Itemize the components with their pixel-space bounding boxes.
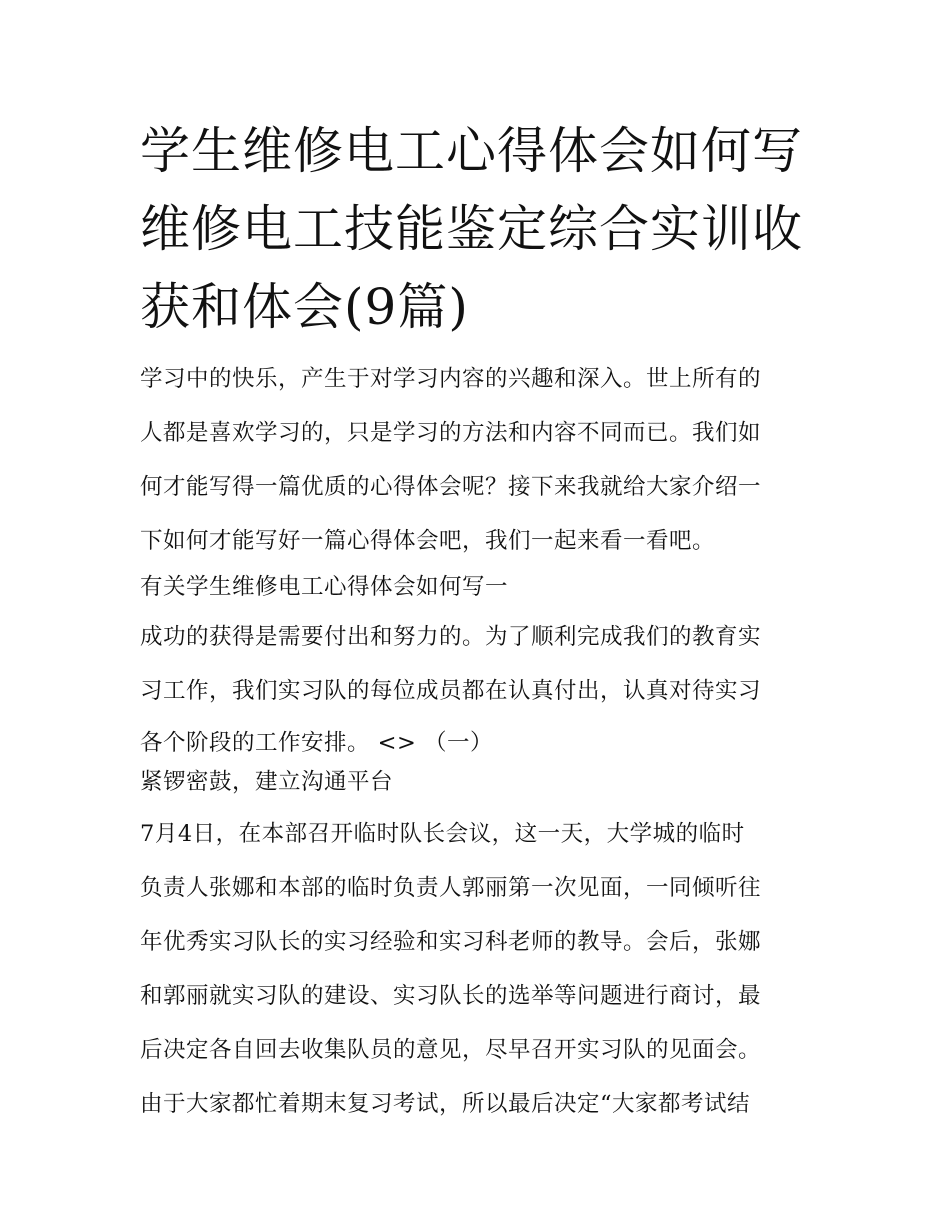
paragraph-line: 负责人张娜和本部的临时负责人郭丽第一次见面，一同倾听往 <box>140 875 762 901</box>
paragraph-line: 7月4日，在本部召开临时队长会议，这一天，大学城的临时 <box>140 821 745 847</box>
paragraph-line: 学习中的快乐，产生于对学习内容的兴趣和深入。世上所有的 <box>140 366 762 392</box>
title-line: 获和体会(9篇) <box>140 278 469 336</box>
paragraph-line: 何才能写得一篇优质的心得体会呢？接下来我就给大家介绍一 <box>140 474 762 500</box>
subheading: 紧锣密鼓，建立沟通平台 <box>140 769 394 795</box>
paragraph-line: 和郭丽就实习队的建设、实习队长的选举等问题进行商讨，最 <box>140 983 762 1009</box>
detail-paragraph <box>140 807 830 1131</box>
paragraph-line: 由于大家都忙着期末复习考试，所以最后决定“大家都考试结 <box>140 1091 751 1117</box>
paragraph-line: 各个阶段的工作安排。 <> （一） <box>140 730 494 756</box>
paragraph-line: 成功的获得是需要付出和努力的。为了顺利完成我们的教育实 <box>140 624 762 650</box>
paragraph-line: 下如何才能写好一篇心得体会吧，我们一起来看一看吧。 <box>140 528 716 554</box>
paragraph-line: 人都是喜欢学习的，只是学习的方法和内容不同而已。我们如 <box>140 420 762 446</box>
title-line: 学生维修电工心得体会如何写 <box>140 122 803 180</box>
section-heading: 有关学生维修电工心得体会如何写一 <box>140 574 509 600</box>
section-paragraph <box>140 610 830 768</box>
document-title <box>140 112 830 346</box>
paragraph-line: 习工作，我们实习队的每位成员都在认真付出，认真对待实习 <box>140 678 762 704</box>
paragraph-line: 年优秀实习队长的实习经验和实习科老师的教导。会后，张娜 <box>140 929 762 955</box>
section-heading-block <box>140 562 830 612</box>
intro-paragraph <box>140 352 830 568</box>
paragraph-line: 后决定各自回去收集队员的意见，尽早召开实习队的见面会。 <box>140 1037 762 1063</box>
title-line: 维修电工技能鉴定综合实训收 <box>140 200 803 258</box>
subheading-block <box>140 757 830 807</box>
